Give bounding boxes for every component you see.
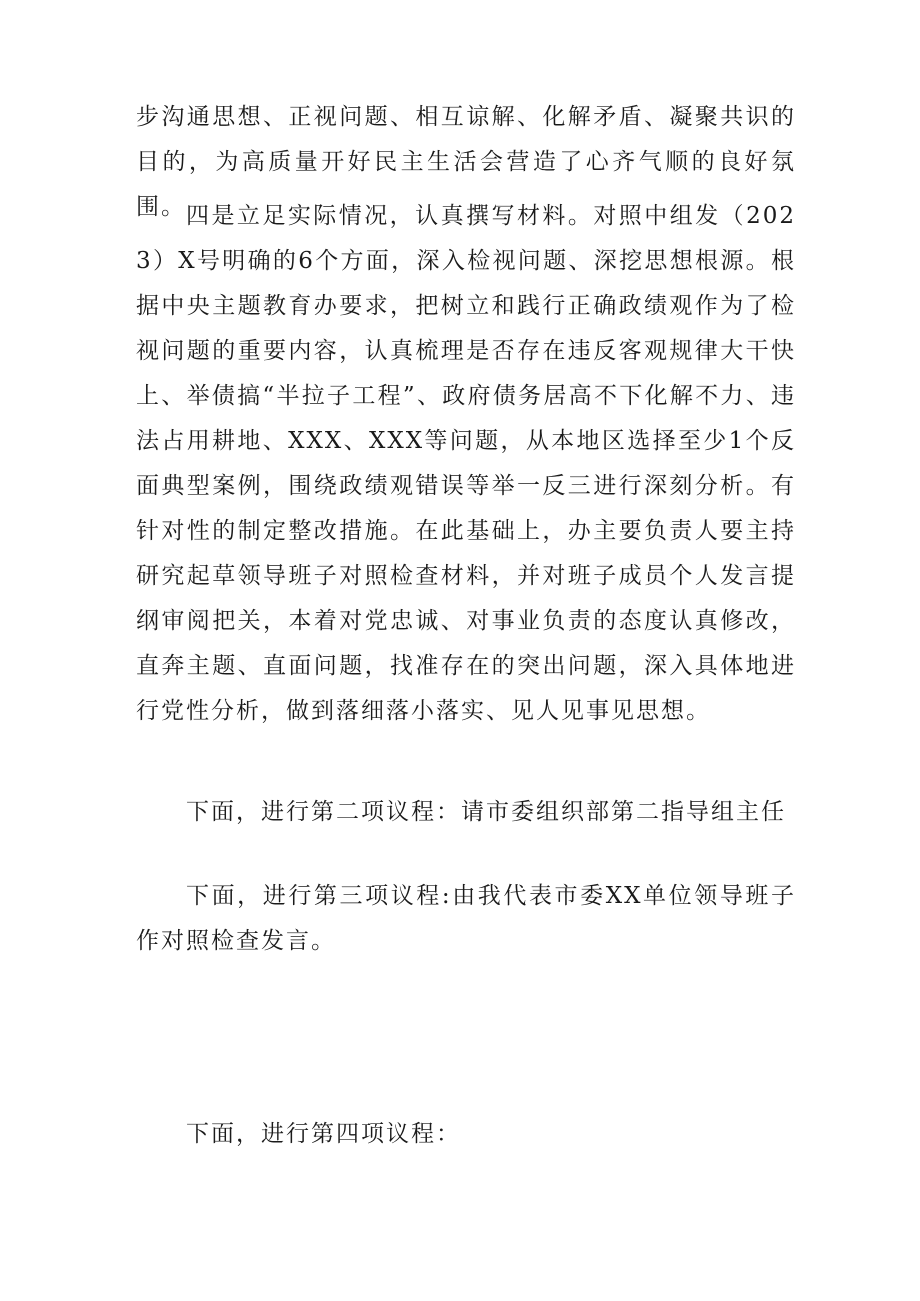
paragraph-agenda-item-2: 下面，进行第二项议程：请市委组织部第二指导组主任	[186, 799, 786, 825]
paragraph-continuation: 步沟通思想、正视问题、相互谅解、化解矛盾、凝聚共识的目的，为高质量开好民主生活会营造了心齐气顺的良好氛围。	[136, 104, 796, 220]
paragraph-material-writing: 四是立足实际情况，认真撰写材料。对照中组发（2023）X号明确的6个方面，深入检视问题、深挖思想根源。根据中央主题教育办要求，把树立和践行正确政绩观作为了检视问题的重要内容，认真梳理是否存在违反客观规律大干快上、举债搞“半拉子工程”、政府债务居高不下化解不力、违法占用耕地、XXX、XXX等问题，从本地区选择至少1个反面典型案例，围绕政绩观错误等举一反三进行深刻分析。有针对性的制定整改措施。在此基础上，办主要负责人要主持研究起草领导班子对照检查材料，并对班子成员个人发言提纲审阅把关，本着对党忠诚、对事业负责的态度认真修改，直奔主题、直面问题，找准存在的突出问题，深入具体地进行党性分析，做到落细落小落实、见人见事见思想。	[136, 203, 796, 724]
paragraph-agenda-item-3: 下面，进行第三项议程:由我代表市委XX单位领导班子作对照检查发言。	[136, 883, 796, 954]
paragraph-agenda-item-4: 下面，进行第四项议程：	[186, 1121, 461, 1147]
